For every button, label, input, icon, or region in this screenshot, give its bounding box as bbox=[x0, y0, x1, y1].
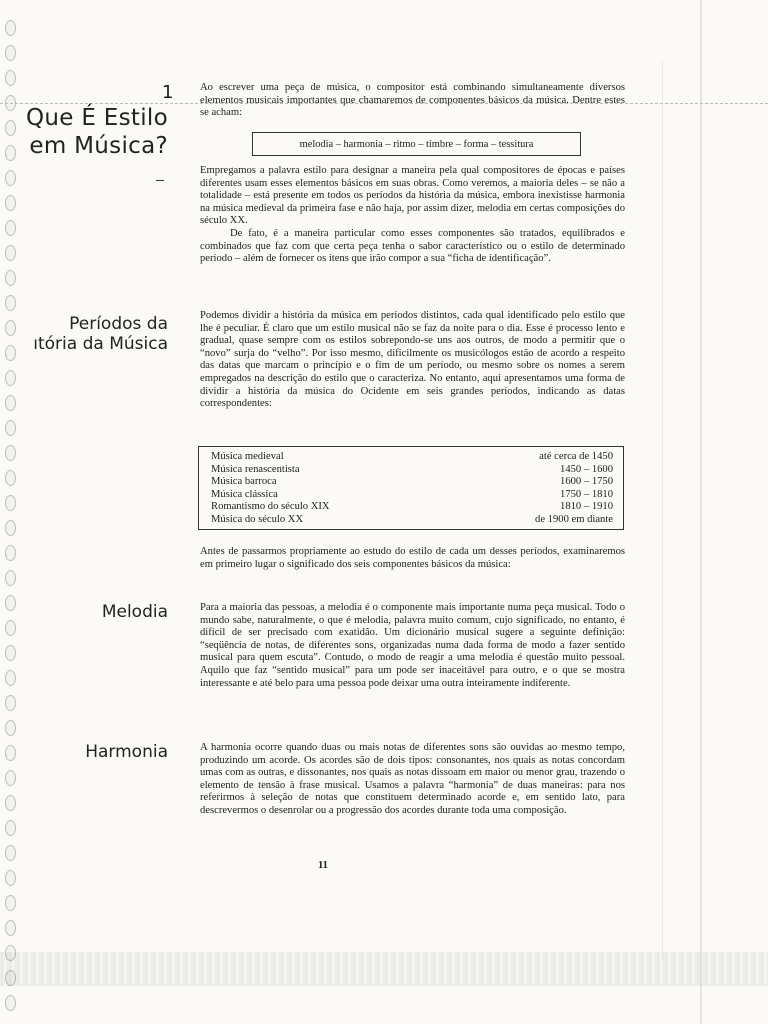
scan-edge-faint bbox=[662, 60, 663, 960]
harmonia-heading: Harmonia bbox=[85, 742, 168, 762]
period-dates: 1750 – 1810 bbox=[560, 488, 613, 500]
intro-text-3: De fato, é a maneira particular como esses componentes são tratados, equilibrados e combinados que faz com que certa peça tenha o sabor característico ou o estilo de determinado período – além de fornecer os itens que irão compor a sua “ficha de identificação”. bbox=[200, 227, 625, 265]
binder-hole bbox=[5, 570, 16, 586]
chapter-number: 1 bbox=[162, 82, 174, 103]
periods-text-2: Antes de passarmos propriamente ao estudo do estilo de cada um desses períodos, examinaremos em primeiro lugar o significado dos seis componentes básicos da música: bbox=[200, 546, 625, 570]
period-dates: de 1900 em diante bbox=[535, 513, 613, 525]
period-name: Música barroca bbox=[211, 476, 277, 488]
binder-hole bbox=[5, 295, 16, 311]
periods-text: Podemos dividir a história da música em períodos distintos, cada qual identificado pelo estilo que lhe é peculiar. É claro que um estilo musical não se faz da noite para o dia. Esse é processo lento e gradual, quase sempre com os estilos sobrepondo-se uns aos outros, de modo a permitir que o “novo” surja do “velho”. Por isso mesmo, dificilmente os musicólogos estão de acordo a respeito das datas que marcam o princípio e o fim de um período, ou mesmo sobre os nomes a serem empregados na descrição do estilo que o caracteriza. No entanto, aqui apresentamos uma forma de dividir a história da música do Ocidente em seis grandes períodos, indicando as datas correspondentes: bbox=[200, 310, 625, 410]
periods-heading-line2: ıtória da Música bbox=[33, 334, 168, 354]
binder-hole bbox=[5, 270, 16, 286]
binder-hole bbox=[5, 320, 16, 336]
intro-paragraphs bbox=[200, 165, 625, 266]
table-row bbox=[211, 489, 613, 502]
period-dates: 1810 – 1910 bbox=[560, 501, 613, 513]
intro-text: Ao escrever uma peça de música, o compositor está combinando simultaneamente diversos elementos musicais importantes que chamaremos de componentes básicos da música. Dentre estes se acham: bbox=[200, 82, 625, 119]
binder-hole bbox=[5, 770, 16, 786]
harmonia-text: A harmonia ocorre quando duas ou mais notas de diferentes sons são ouvidas ao mesmo tempo, produzindo um acorde. Os acordes são de dois tipos: consonantes, nos quais as notas concordam umas com as outras, e dissonantes, nos quais as notas dissoam em maior ou menor grau, trazendo o elemento de tensão à frase musical. Usamos a palavra “harmonia” de duas maneiras: para nos referirmos à seleção de notas que constituem determinado acorde e, em sentido lato, para descrevermos o desenrolar ou a progressão dos acordes durante toda uma composição. bbox=[200, 742, 625, 816]
melodia-text: Para a maioria das pessoas, a melodia é o componente mais importante numa peça musical. Todo o mundo sabe, naturalmente, o que é melodia, palavra muito comum, cujo significado, no entanto, é difícil de ser precisado com exatidão. Um dicionário musical sugere a seguinte definição: “seqüência de notas, de diferentes sons, organizadas numa dada forma de modo a fazer sentido musical para quem escuta”. Contudo, o modo de reagir a uma melodia é questão muito pessoal. Aquilo que faz “sentido musical” para um pode ser inaceitável para outro, e o que se mostra interessante e até belo para uma pessoa pode deixar uma outra inteiramente indiferente. bbox=[200, 602, 625, 689]
binder-hole bbox=[5, 695, 16, 711]
periods-table bbox=[198, 446, 624, 530]
binder-hole bbox=[5, 645, 16, 661]
binder-hole bbox=[5, 495, 16, 511]
binder-hole bbox=[5, 345, 16, 361]
periods-paragraph-2 bbox=[200, 546, 625, 571]
binder-hole bbox=[5, 920, 16, 936]
period-name: Romantismo do século XIX bbox=[211, 501, 330, 513]
melodia-paragraph bbox=[200, 602, 625, 690]
harmonia-paragraph bbox=[200, 742, 625, 818]
table-row bbox=[211, 501, 613, 514]
periods-heading-line1: Períodos da bbox=[69, 314, 168, 334]
period-dates: 1600 – 1750 bbox=[560, 476, 613, 488]
scan-noise-band bbox=[0, 952, 768, 986]
binder-hole bbox=[5, 170, 16, 186]
intro-paragraph-1 bbox=[200, 82, 625, 120]
period-name: Música do século XX bbox=[211, 513, 304, 525]
binder-hole bbox=[5, 870, 16, 886]
binder-hole bbox=[5, 745, 16, 761]
period-name: Música clássica bbox=[211, 488, 278, 500]
binder-hole bbox=[5, 895, 16, 911]
binder-hole bbox=[5, 620, 16, 636]
chapter-title-line1: Que É Estilo bbox=[26, 105, 168, 131]
chapter-title bbox=[26, 104, 168, 160]
intro-text-2: Empregamos a palavra estilo para designar a maneira pela qual compositores de épocas e países diferentes usam esses elementos básicos em suas obras. Como veremos, a maioria deles – se não a totalidade – está presente em todos os períodos da história da música, embora inexistisse harmonia na música medieval da primeira fase e não haja, por assim dizer, melodia em certas composições do século XX. bbox=[200, 165, 625, 227]
binder-hole bbox=[5, 45, 16, 61]
chapter-title-line2: em Música? bbox=[29, 133, 168, 159]
binder-hole bbox=[5, 720, 16, 736]
period-name: Música renascentista bbox=[211, 463, 300, 475]
binder-hole bbox=[5, 670, 16, 686]
binder-hole bbox=[5, 120, 16, 136]
binder-hole bbox=[5, 820, 16, 836]
melodia-heading: Melodia bbox=[101, 602, 168, 622]
components-box bbox=[252, 132, 581, 156]
binder-hole bbox=[5, 445, 16, 461]
binder-holes bbox=[3, 20, 21, 1020]
table-row bbox=[211, 464, 613, 477]
binder-hole bbox=[5, 520, 16, 536]
binder-hole bbox=[5, 220, 16, 236]
binder-hole bbox=[5, 470, 16, 486]
table-row bbox=[211, 514, 613, 527]
periods-heading bbox=[33, 314, 168, 354]
binder-hole bbox=[5, 70, 16, 86]
binder-hole bbox=[5, 245, 16, 261]
binder-hole bbox=[5, 145, 16, 161]
periods-paragraph bbox=[200, 310, 625, 411]
binder-hole bbox=[5, 395, 16, 411]
page-number: 11 bbox=[318, 860, 328, 871]
binder-hole bbox=[5, 995, 16, 1011]
binder-hole bbox=[5, 370, 16, 386]
binder-hole bbox=[5, 420, 16, 436]
period-name: Música medieval bbox=[211, 451, 284, 462]
binder-hole bbox=[5, 795, 16, 811]
scan-edge bbox=[700, 0, 702, 1024]
binder-hole bbox=[5, 545, 16, 561]
components-list: melodia – harmonia – ritmo – timbre – forma – tessitura bbox=[299, 138, 534, 150]
binder-hole bbox=[5, 595, 16, 611]
period-dates: até cerca de 1450 bbox=[539, 451, 613, 462]
table-row bbox=[211, 451, 613, 464]
margin-dash bbox=[156, 180, 164, 181]
table-row bbox=[211, 476, 613, 489]
period-dates: 1450 – 1600 bbox=[560, 463, 613, 475]
binder-hole bbox=[5, 195, 16, 211]
binder-hole bbox=[5, 20, 16, 36]
binder-hole bbox=[5, 845, 16, 861]
